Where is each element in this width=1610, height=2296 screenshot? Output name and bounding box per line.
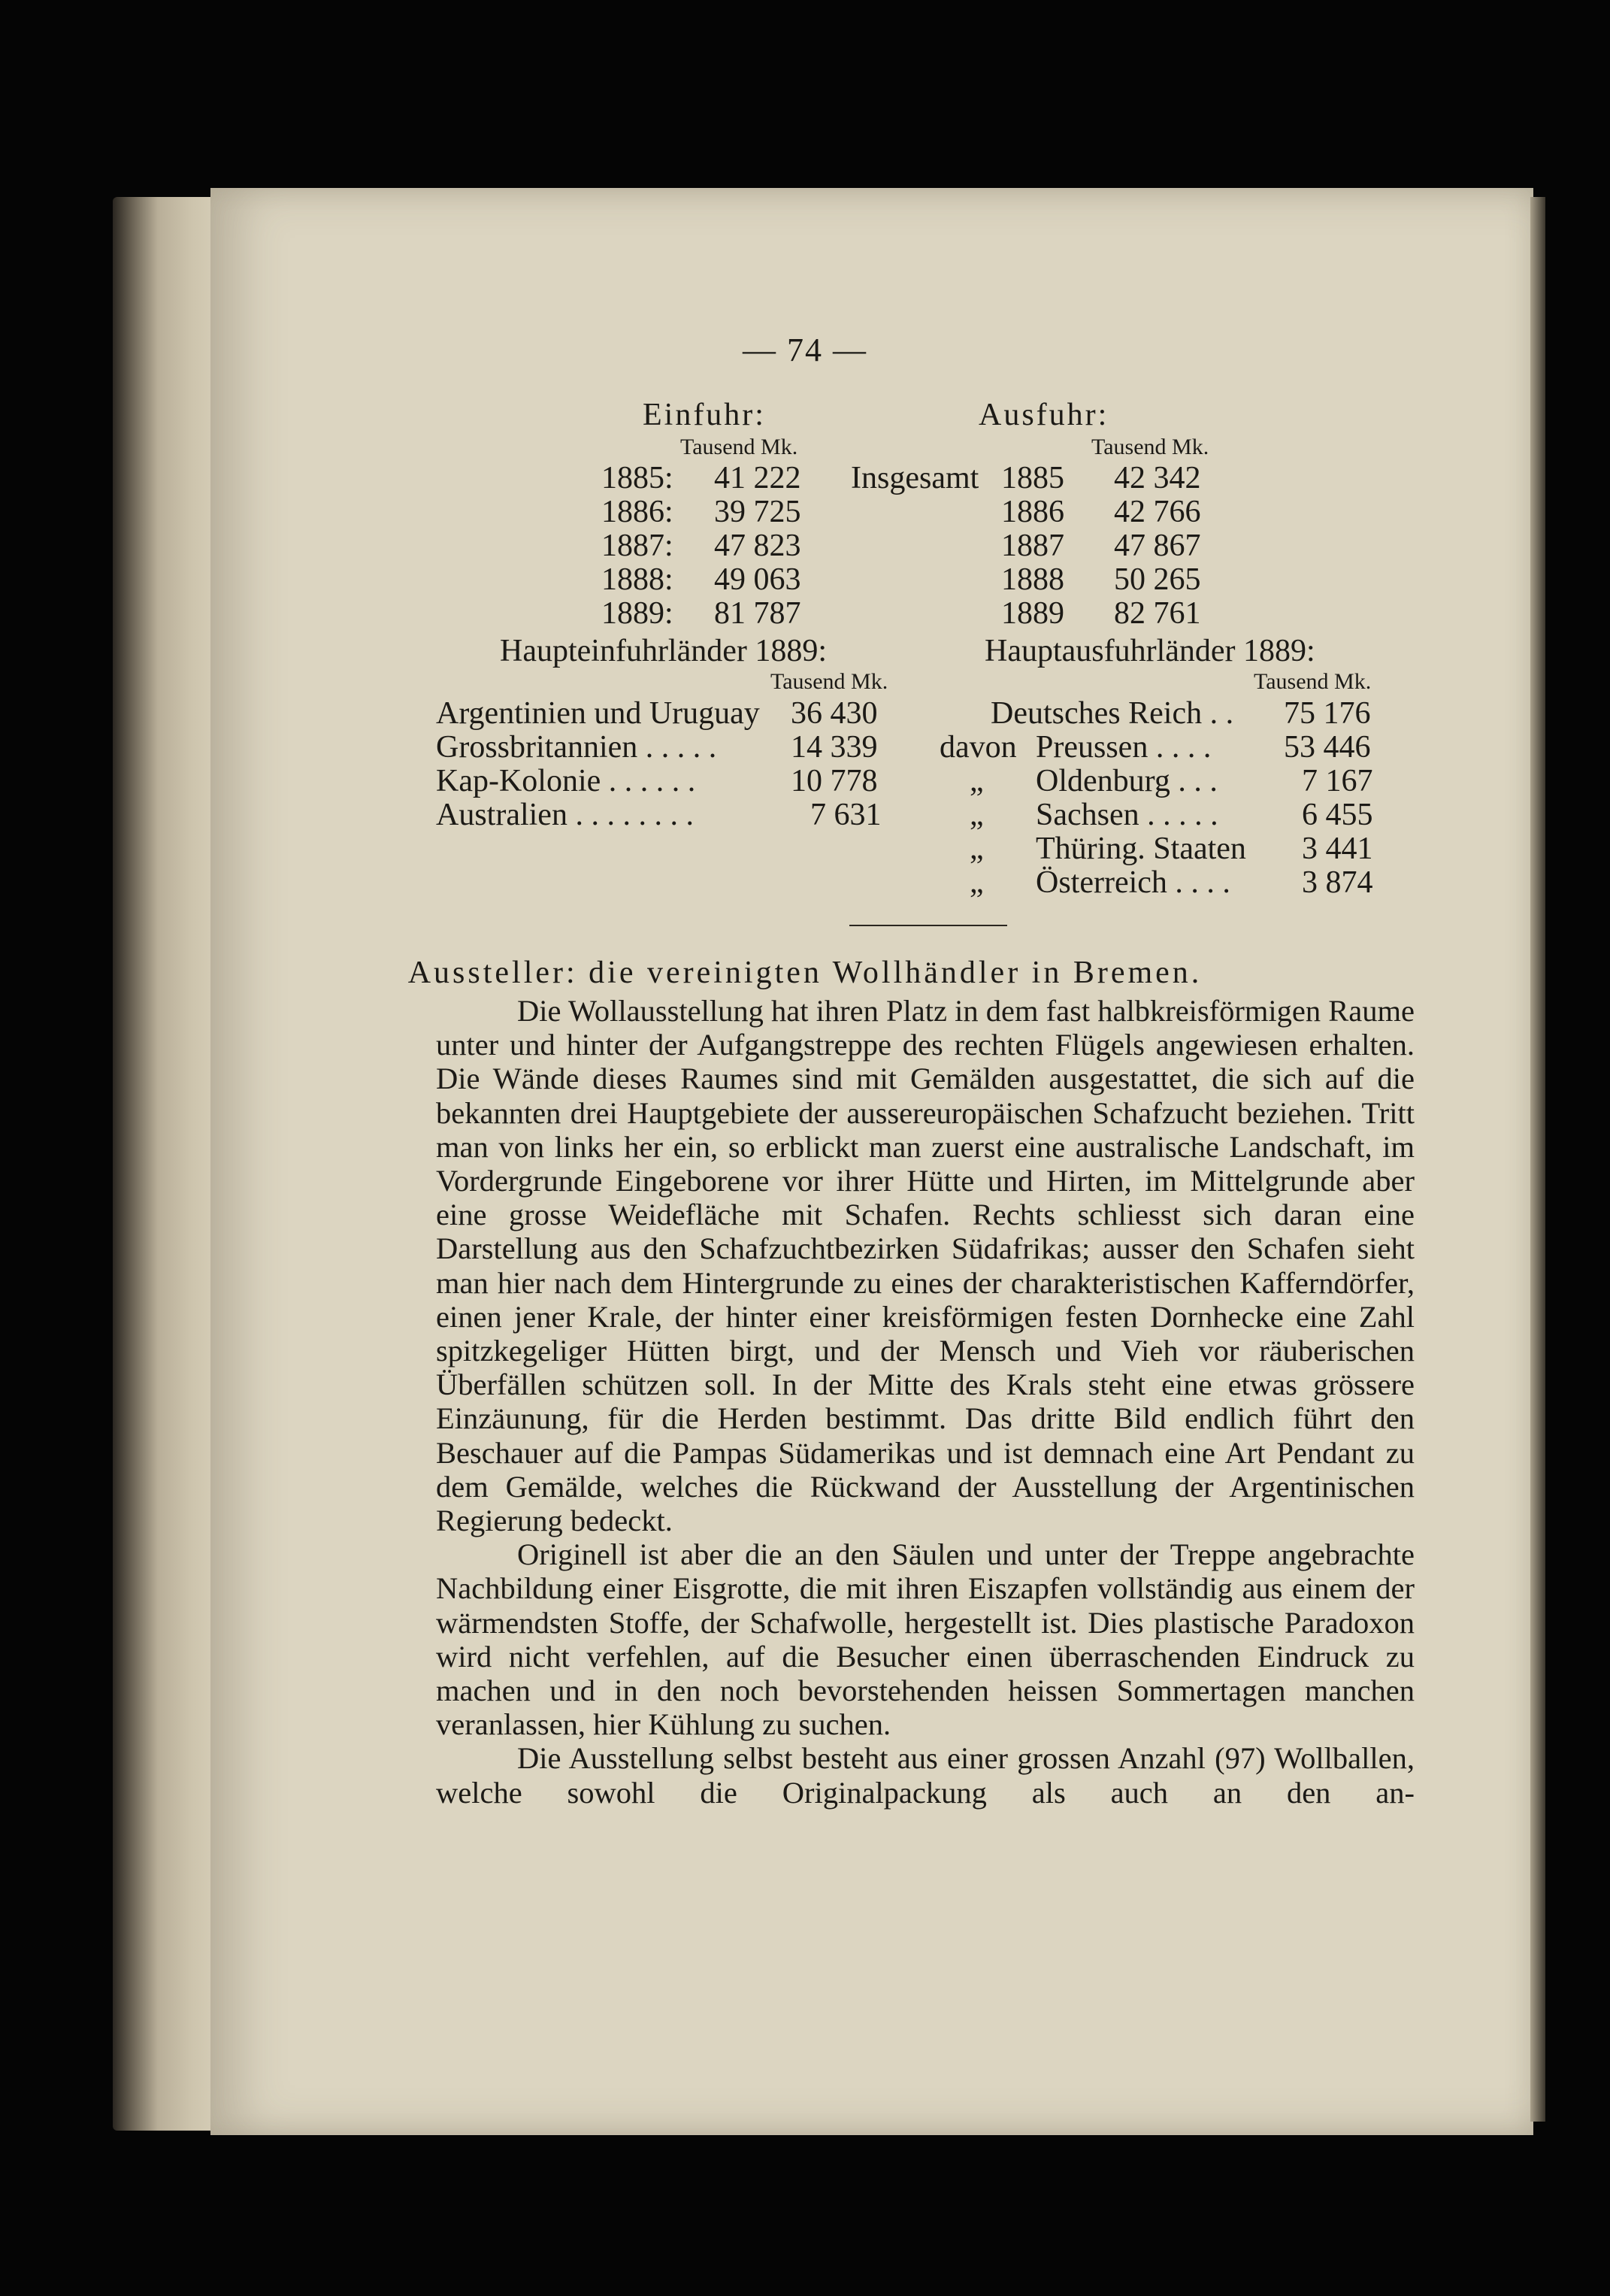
hauptausfuhr-label: Preussen . . . . bbox=[1036, 730, 1212, 765]
hauptausfuhr-prefix: „ bbox=[970, 764, 984, 798]
section-heading: Aussteller: die vereinigten Wollhändler in Bremen. bbox=[407, 956, 1203, 990]
book-right-edge bbox=[1530, 197, 1545, 2122]
separator-rule bbox=[849, 925, 1007, 926]
hauptausfuhr-unit: Tausend Mk. bbox=[1254, 669, 1372, 694]
haupteinfuhr-unit: Tausend Mk. bbox=[770, 669, 888, 694]
einfuhr-year: 1886: bbox=[601, 495, 673, 529]
ausfuhr-prefix: Insgesamt bbox=[851, 461, 979, 495]
einfuhr-value: 81 787 bbox=[714, 596, 801, 631]
hauptausfuhr-value: 3 441 bbox=[1302, 831, 1373, 866]
body-text bbox=[436, 994, 1415, 1810]
haupteinfuhr-value: 10 778 bbox=[791, 764, 878, 798]
hauptausfuhr-label: Österreich . . . . bbox=[1036, 865, 1230, 900]
hauptausfuhr-value: 7 167 bbox=[1302, 764, 1373, 798]
hauptausfuhr-prefix: „ bbox=[970, 831, 984, 866]
haupteinfuhr-value: 14 339 bbox=[791, 730, 878, 765]
hauptausfuhr-label: Oldenburg . . . bbox=[1036, 764, 1218, 798]
ausfuhr-value: 42 342 bbox=[1114, 461, 1201, 495]
haupteinfuhr-label: Grossbritannien . . . . . bbox=[436, 730, 717, 765]
page-number: — 74 — bbox=[743, 332, 867, 368]
einfuhr-year: 1887: bbox=[601, 529, 673, 563]
ausfuhr-year: 1887 bbox=[1001, 529, 1064, 563]
hauptausfuhr-title: Hauptausfuhrländer 1889: bbox=[985, 634, 1315, 668]
ausfuhr-value: 47 867 bbox=[1114, 529, 1201, 563]
haupteinfuhr-label: Argentinien und Uruguay bbox=[436, 696, 760, 731]
ausfuhr-year: 1889 bbox=[1001, 596, 1064, 631]
haupteinfuhr-label: Kap-Kolonie . . . . . . bbox=[436, 764, 696, 798]
ausfuhr-unit: Tausend Mk. bbox=[1091, 435, 1209, 459]
hauptausfuhr-value: 75 176 bbox=[1284, 696, 1371, 731]
einfuhr-year: 1888: bbox=[601, 562, 673, 597]
book-page-edges bbox=[113, 197, 225, 2131]
hauptausfuhr-value: 53 446 bbox=[1284, 730, 1371, 765]
haupteinfuhr-value: 7 631 bbox=[810, 798, 882, 832]
haupteinfuhr-value: 36 430 bbox=[791, 696, 878, 731]
hauptausfuhr-value: 6 455 bbox=[1302, 798, 1373, 832]
ausfuhr-value: 82 761 bbox=[1114, 596, 1201, 631]
hauptausfuhr-prefix: davon bbox=[940, 730, 1017, 765]
einfuhr-title: Einfuhr: bbox=[643, 398, 766, 432]
einfuhr-value: 41 222 bbox=[714, 461, 801, 495]
einfuhr-year: 1889: bbox=[601, 596, 673, 631]
einfuhr-unit: Tausend Mk. bbox=[680, 435, 798, 459]
ausfuhr-title: Ausfuhr: bbox=[979, 398, 1109, 432]
haupteinfuhr-title: Haupteinfuhrländer 1889: bbox=[500, 634, 828, 668]
haupteinfuhr-label: Australien . . . . . . . . bbox=[436, 798, 694, 832]
hauptausfuhr-value: 3 874 bbox=[1302, 865, 1373, 900]
einfuhr-value: 49 063 bbox=[714, 562, 801, 597]
hauptausfuhr-label: Thüring. Staaten bbox=[1036, 831, 1246, 866]
ausfuhr-value: 50 265 bbox=[1114, 562, 1201, 597]
paragraph: Die Wollausstellung hat ihren Platz in dem fast halbkreisförmigen Raume unter und hinter der Aufgangstreppe des rechten Flügels angewiesen erhalten. Die Wände dieses Raumes sind mit Gemälden ausgestattet, die sich auf die bekannten drei Hauptgebiete der aussereuropäischen Schafzucht beziehen. Tritt man von links her ein, so erblickt man zuerst eine australische Landschaft, im Vordergrunde Eingeborene vor ihrer Hütte und Hirten, im Mittelgrunde aber eine grosse Weidefläche mit Schafen. Rechts schliesst sich daran eine Darstellung aus den Schafzuchtbezirken Südafrikas; ausser den Schafen sieht man hier nach dem Hintergrunde zu eines der charakteristischen Kafferndörfer, einen jener Krale, der hinter einer kreisförmigen festen Dornhecke eine Zahl spitzkegeliger Hütten birgt, und der Mensch und Vieh vor räuberischen Überfällen schützen soll. In der Mitte des Krals steht eine etwas grössere Einzäunung, für die Herden bestimmt. Das dritte Bild endlich führt den Beschauer auf die Pampas Südamerikas und ist demnach eine Art Pendant zu dem Gemälde, welches die Rückwand der Ausstellung der Argentinischen Regierung bedeckt. bbox=[436, 994, 1415, 1538]
hauptausfuhr-prefix: „ bbox=[970, 865, 984, 900]
paragraph: Die Ausstellung selbst besteht aus einer grossen Anzahl (97) Wollballen, welche sowohl die Originalpackung als auch an den an- bbox=[436, 1741, 1415, 1810]
ausfuhr-value: 42 766 bbox=[1114, 495, 1201, 529]
hauptausfuhr-label: Deutsches Reich . . bbox=[991, 696, 1234, 731]
ausfuhr-year: 1886 bbox=[1001, 495, 1064, 529]
einfuhr-year: 1885: bbox=[601, 461, 673, 495]
ausfuhr-year: 1888 bbox=[1001, 562, 1064, 597]
hauptausfuhr-prefix: „ bbox=[970, 798, 984, 832]
hauptausfuhr-label: Sachsen . . . . . bbox=[1036, 798, 1218, 832]
ausfuhr-year: 1885 bbox=[1001, 461, 1064, 495]
einfuhr-value: 47 823 bbox=[714, 529, 801, 563]
paragraph: Originell ist aber die an den Säulen und unter der Treppe angebrachte Nachbildung einer Eisgrotte, die mit ihren Eiszapfen vollständig aus einem der wärmendsten Stoffe, der Schafwolle, hergestellt ist. Dies plastische Paradoxon wird nicht verfehlen, auf die Besucher einen überraschenden Eindruck zu machen und in den noch bevorstehenden heissen Sommertagen manchen veranlassen, hier Kühlung zu suchen. bbox=[436, 1537, 1415, 1742]
einfuhr-value: 39 725 bbox=[714, 495, 801, 529]
